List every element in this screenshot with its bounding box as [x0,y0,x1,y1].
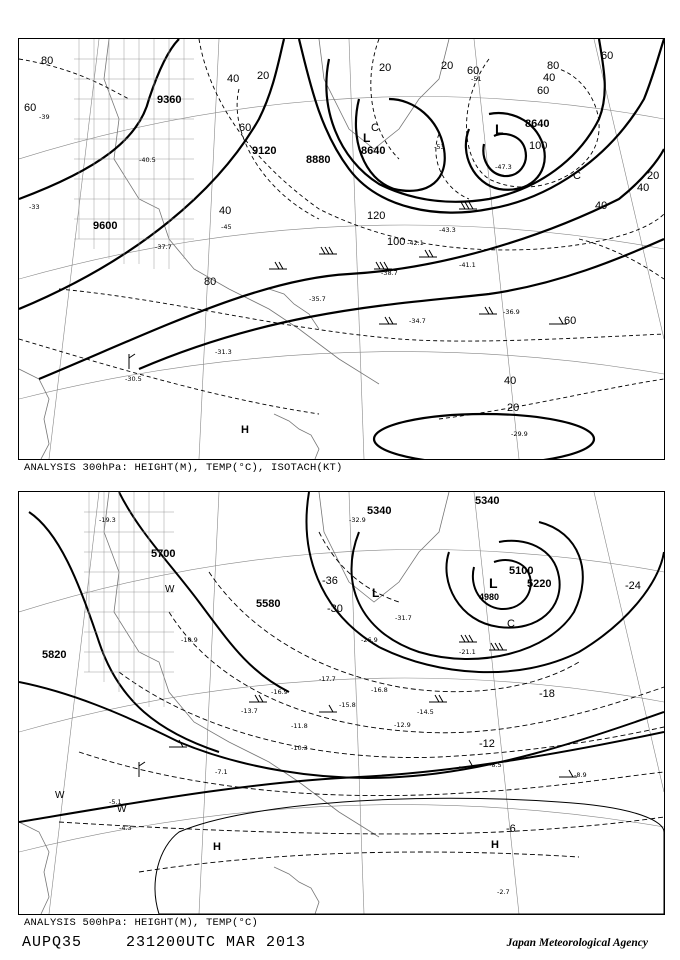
panel-caption-500hpa: ANALYSIS 500hPa: HEIGHT(M), TEMP(°C) [24,917,259,929]
graticule [19,39,664,459]
isotherm-label: -18 [539,688,555,700]
cold-center: C [371,122,379,134]
temp-label: -39 [39,113,50,121]
temp-label: -34.7 [409,317,426,325]
wind-barbs [139,635,577,777]
temp-label: -53 [434,143,445,151]
temp-label: -5.1 [109,798,122,806]
map-300hpa [18,38,665,460]
temp-label: -10.9 [181,636,198,644]
temp-label: -51 [471,75,482,83]
isotherm-label: -36 [322,575,338,587]
temp-label: -36.9 [503,308,520,316]
isotach-label: 100 [529,140,548,152]
temp-label: -33 [29,203,40,211]
temp-label: -14.5 [417,708,434,716]
hatched-area [74,39,194,269]
temp-label: -2.7 [497,888,510,896]
height-label: 5580 [256,598,281,610]
isotherm-label: -6 [506,823,516,835]
chart-id: AUPQ35 [22,934,83,951]
temp-label: -41.1 [459,261,476,269]
hatched-area [84,492,174,707]
isotherm-lines [59,532,664,872]
height-label: 5700 [151,548,176,560]
temperature-labels [29,75,528,438]
isotach-label: 40 [637,182,650,194]
low-center: L [372,586,380,600]
valid-time: 231200UTC MAR 2013 [126,934,307,951]
isotach-label: 60 [537,85,550,97]
isotach-label: 60 [564,315,577,327]
warm-center: W [55,790,65,801]
temp-label: -42.1 [407,239,424,247]
temp-label: -4.3 [119,824,132,832]
temp-label: -29.9 [511,430,528,438]
isotherm-label: -12 [479,738,495,750]
cold-center: C [573,170,581,182]
temp-label: -7.1 [215,768,228,776]
isotach-label: 20 [441,60,454,72]
height-label: 8640 [361,145,386,157]
isotach-label: 40 [227,73,240,85]
height-label: 5340 [475,495,500,507]
high-center: H [241,424,249,436]
temp-label: -8.5 [489,761,502,769]
warm-center: W [117,804,127,815]
height-label: 9120 [252,145,277,157]
temp-label: -31.3 [215,348,232,356]
low-center: L [489,575,498,591]
temp-label: -21.1 [459,648,476,656]
isotach-label: 40 [504,375,517,387]
cold-center: C [507,618,515,630]
height-label: 5100 [509,565,534,577]
temp-label: -37.7 [155,243,172,251]
isotach-label: 60 [24,102,37,114]
high-center: H [491,839,499,851]
temp-label: -10.3 [291,744,308,752]
height-label: 5820 [42,649,67,661]
isotach-label: 20 [379,62,392,74]
temp-label: -16.8 [371,686,388,694]
temp-label: -43.3 [439,226,456,234]
isotach-label: 80 [547,60,560,72]
isotach-label: 40 [595,200,608,212]
panel-caption-300hpa: ANALYSIS 300hPa: HEIGHT(M), TEMP(°C), ISOTACH(KT) [24,462,343,474]
temp-label: -47.3 [495,163,512,171]
temp-label: -32.9 [349,516,366,524]
low-center: L [363,131,371,145]
isotach-label: 80 [41,55,54,67]
isotach-label: 60 [467,65,480,77]
isotach-label: 120 [367,210,386,222]
temp-label: -11.8 [291,722,308,730]
height-label: 5220 [527,578,552,590]
height-label: 5340 [367,505,392,517]
isotach-label: 80 [204,276,217,288]
isotach-label: 20 [507,402,520,414]
isotach-label: 20 [257,70,270,82]
temp-label: -35.7 [309,295,326,303]
wind-barbs [129,202,567,369]
map-300hpa-canvas [19,39,664,459]
isotach-label: 20 [647,170,660,182]
isotach-label: 60 [239,122,252,134]
isotach-label: 40 [543,72,556,84]
height-label: 9600 [93,220,118,232]
isotherm-label: -24 [625,580,641,592]
temp-label: -17.7 [319,675,336,683]
isotach-label: 60 [601,50,614,62]
temp-label: -45 [221,223,232,231]
temp-label: -30.5 [125,375,142,383]
height-label: 8880 [306,154,331,166]
temp-label: -16.9 [271,688,288,696]
map-500hpa-canvas [19,492,664,914]
isotherm-label: -30 [327,603,343,615]
height-label: 4980 [479,592,500,602]
coastline [19,492,449,914]
map-500hpa [18,491,665,915]
temp-label: -40.5 [139,156,156,164]
temp-label: -38.7 [381,269,398,277]
temp-label: -19.3 [99,516,116,524]
isotach-label: 100 [387,236,406,248]
warm-center: W [165,584,175,595]
high-center: H [213,841,221,853]
height-contours [19,39,664,459]
height-contours [19,492,664,822]
temp-label: -15.8 [339,701,356,709]
temp-label: -12.9 [394,721,411,729]
temp-label: -8.9 [574,771,587,779]
temp-label: -13.7 [241,707,258,715]
isotherm-labels [322,575,641,835]
isotach-label: 40 [219,205,232,217]
height-label: 9360 [157,94,182,106]
low-center: L [495,121,504,137]
height-label: 8640 [525,118,550,130]
temp-label: -26.9 [361,636,378,644]
temp-label: -31.7 [395,614,412,622]
agency-name: Japan Meteorological Agency [506,937,648,949]
coastline [19,39,449,459]
